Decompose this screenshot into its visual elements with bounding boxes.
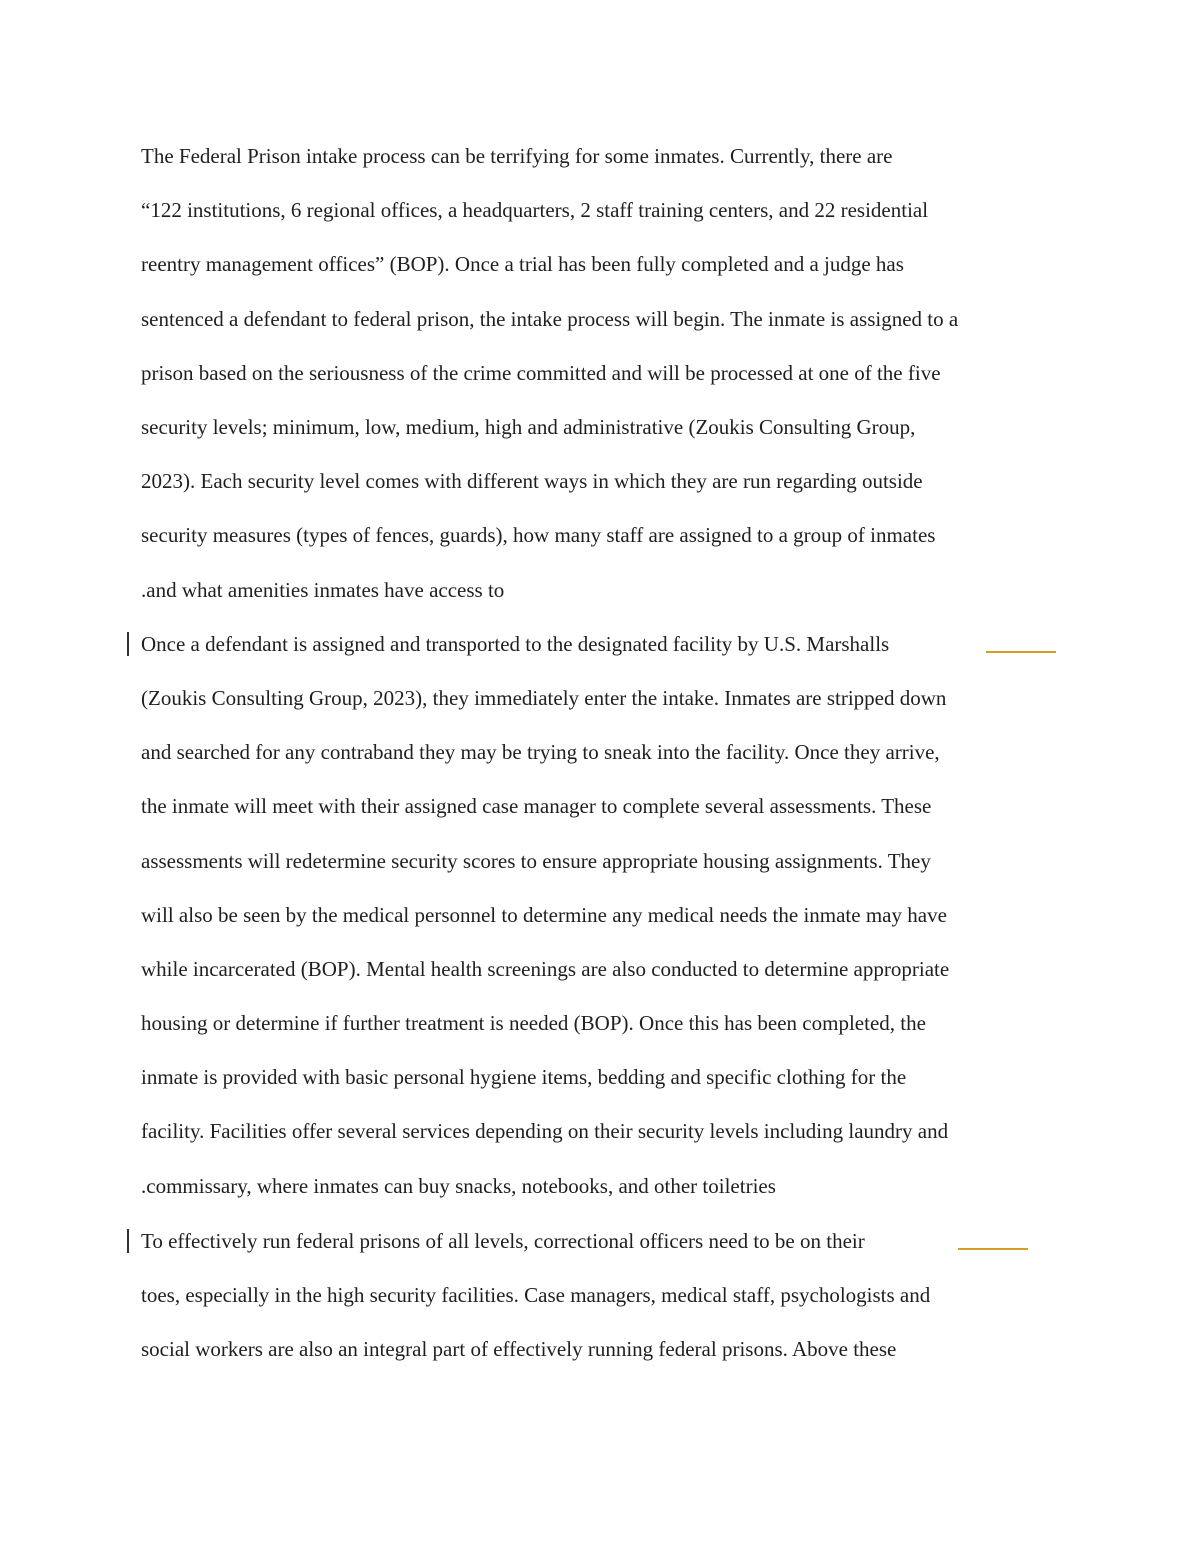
text-line: sentenced a defendant to federal prison, the intake process will begin. The inmate is assigned to a <box>141 307 959 331</box>
text-line: reentry management offices” (BOP). Once a trial has been fully completed and a judge has <box>141 252 904 276</box>
text-line: “122 institutions, 6 regional offices, a headquarters, 2 staff training centers, and 22 residential <box>141 198 929 222</box>
insertion-mark <box>958 1248 1028 1250</box>
text-line: (Zoukis Consulting Group, 2023), they immediately enter the intake. Inmates are stripped down <box>141 686 947 710</box>
text-line: facility. Facilities offer several services depending on their security levels including laundry and <box>141 1119 949 1143</box>
text-line: .commissary, where inmates can buy snacks, notebooks, and other toiletries <box>141 1174 776 1198</box>
text-line: prison based on the seriousness of the crime committed and will be processed at one of the five <box>141 361 941 385</box>
text-line: housing or determine if further treatment is needed (BOP). Once this has been completed, the <box>141 1011 926 1035</box>
text-line: Once a defendant is assigned and transported to the designated facility by U.S. Marshalls <box>141 632 890 656</box>
text-line: will also be seen by the medical personnel to determine any medical needs the inmate may have <box>141 903 947 927</box>
text-line: the inmate will meet with their assigned case manager to complete several assessments. These <box>141 794 932 818</box>
text-line: security measures (types of fences, guards), how many staff are assigned to a group of inmates <box>141 523 936 547</box>
text-line: assessments will redetermine security scores to ensure appropriate housing assignments. They <box>141 849 931 873</box>
text-line: The Federal Prison intake process can be terrifying for some inmates. Currently, there are <box>141 144 893 168</box>
insertion-mark <box>986 651 1056 653</box>
text-line: and searched for any contraband they may be trying to sneak into the facility. Once they arrive, <box>141 740 940 764</box>
text-line: while incarcerated (BOP). Mental health screenings are also conducted to determine appropriate <box>141 957 950 981</box>
text-line: 2023). Each security level comes with different ways in which they are run regarding outside <box>141 469 923 493</box>
tracked-change-bar <box>127 632 129 656</box>
tracked-change-bar <box>127 1229 129 1253</box>
text-line: inmate is provided with basic personal hygiene items, bedding and specific clothing for the <box>141 1065 907 1089</box>
text-line: .and what amenities inmates have access to <box>141 578 505 602</box>
text-line: To effectively run federal prisons of all levels, correctional officers need to be on their <box>141 1229 865 1253</box>
text-line: security levels; minimum, low, medium, high and administrative (Zoukis Consulting Group, <box>141 415 916 439</box>
text-line: social workers are also an integral part of effectively running federal prisons. Above these <box>141 1337 897 1361</box>
text-line: toes, especially in the high security facilities. Case managers, medical staff, psychologists and <box>141 1283 931 1307</box>
